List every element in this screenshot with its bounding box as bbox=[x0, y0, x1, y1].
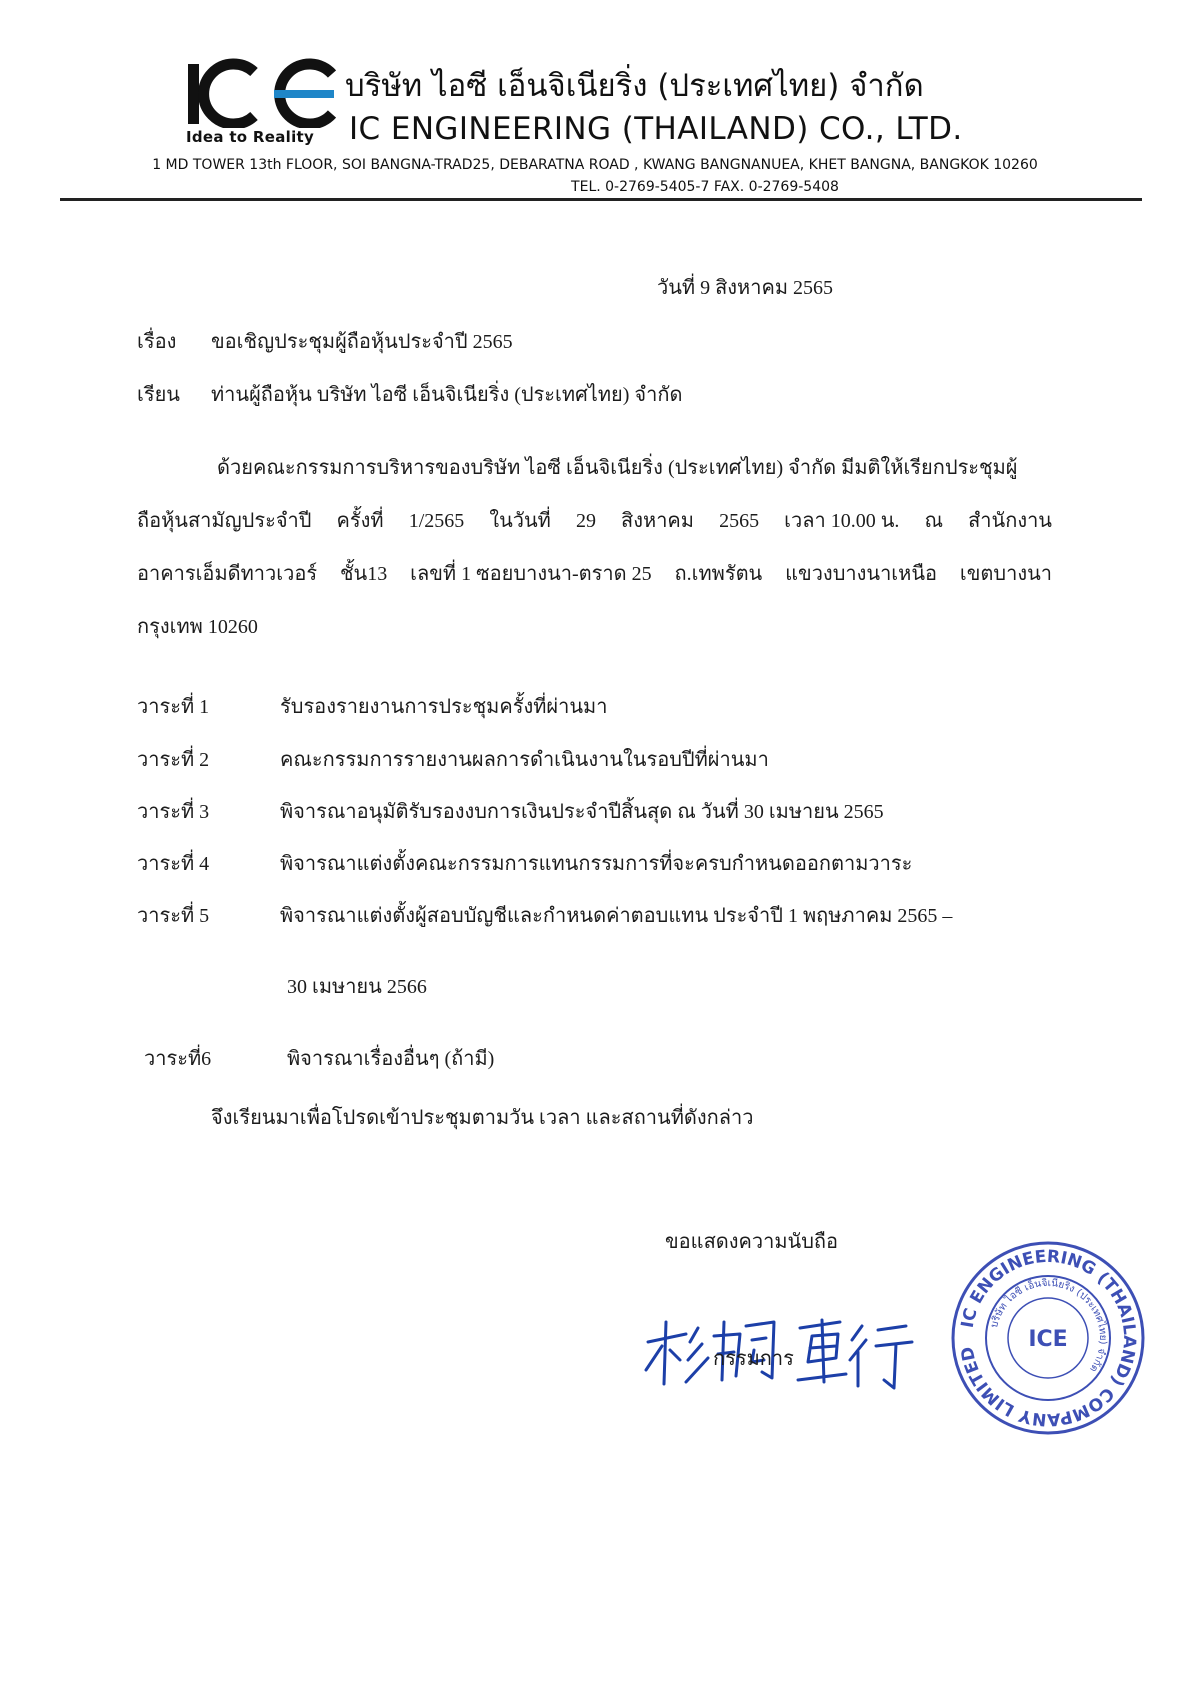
svg-text:บริษัท ไอซี เอ็นจิเนียริ่ง (ปร: บริษัท ไอซี เอ็นจิเนียริ่ง (ประเทศไทย) จำกัด bbox=[989, 1277, 1109, 1374]
subject-text: ขอเชิญประชุมผู้ถือหุ้นประจำปี 2565 bbox=[211, 331, 513, 353]
letter-date: วันที่ 9 สิงหาคม 2565 bbox=[657, 277, 834, 299]
company-name-thai: บริษัท ไอซี เอ็นจิเนียริ่ง (ประเทศไทย) จำกัด bbox=[345, 68, 924, 104]
body-line-2-part: ถือหุ้นสามัญประจำปี bbox=[137, 510, 312, 532]
recipient-label: เรียน bbox=[137, 384, 180, 406]
agenda-text: พิจารณาแต่งตั้งคณะกรรมการแทนกรรมการที่จะครบกำหนดออกตามวาระ bbox=[280, 853, 913, 875]
signer-title: กรรมการ bbox=[713, 1348, 794, 1370]
company-name-english: IC ENGINEERING (THAILAND) CO., LTD. bbox=[349, 111, 963, 147]
body-line-2-part: ในวันที่ bbox=[489, 510, 551, 532]
body-line-3-part: ถ.เทพรัตน bbox=[674, 563, 763, 585]
logo-tagline: Idea to Reality bbox=[186, 128, 315, 146]
body-line-2 bbox=[137, 511, 1052, 531]
body-line-3-part: เลขที่ 1 ซอยบางนา-ตราด 25 bbox=[410, 563, 652, 585]
body-line-2-part: 1/2565 bbox=[408, 510, 465, 532]
agenda-text: พิจารณาอนุมัติรับรองงบการเงินประจำปีสิ้นสุด ณ วันที่ 30 เมษายน 2565 bbox=[280, 801, 884, 823]
agenda-label: วาระที่ 5 bbox=[137, 905, 210, 927]
agenda-label: วาระที่ 2 bbox=[137, 749, 210, 771]
company-contact: TEL. 0-2769-5405-7 FAX. 0-2769-5408 bbox=[571, 179, 839, 195]
agenda-label: วาระที่ 4 bbox=[137, 853, 210, 875]
agenda-text: พิจารณาเรื่องอื่นๆ (ถ้ามี) bbox=[287, 1048, 495, 1070]
body-line-2-part: 2565 bbox=[719, 510, 760, 532]
agenda-label: วาระที่ 3 bbox=[137, 801, 210, 823]
agenda-text-continuation: 30 เมษายน 2566 bbox=[287, 976, 427, 998]
agenda-text: คณะกรรมการรายงานผลการดำเนินงานในรอบปีที่ผ่านมา bbox=[280, 749, 769, 771]
svg-text:IC ENGINEERING (THAILAND) COMP: IC ENGINEERING (THAILAND) COMPANY LIMITED bbox=[957, 1246, 1140, 1430]
body-line-3 bbox=[137, 564, 1052, 584]
body-line-2-part: สิงหาคม bbox=[621, 510, 694, 532]
body-line-3-part: เขตบางนา bbox=[959, 563, 1052, 585]
handwritten-signature bbox=[640, 1300, 920, 1390]
subject-label: เรื่อง bbox=[137, 331, 177, 353]
agenda-label: วาระที่6 bbox=[144, 1048, 212, 1070]
company-seal bbox=[950, 1240, 1146, 1436]
agenda-label: วาระที่ 1 bbox=[137, 696, 210, 718]
body-line-3-part: แขวงบางนาเหนือ bbox=[785, 563, 937, 585]
agenda-text: พิจารณาแต่งตั้งผู้สอบบัญชีและกำหนดค่าตอบแทน ประจำปี 1 พฤษภาคม 2565 – bbox=[280, 905, 953, 927]
body-line-3-part: ชั้น13 bbox=[339, 563, 388, 585]
body-line-2-part: ครั้งที่ bbox=[336, 510, 384, 532]
body-line-4: กรุงเทพ 10260 bbox=[137, 616, 258, 638]
regards: ขอแสดงความนับถือ bbox=[665, 1231, 839, 1253]
body-line-2-part: สำนักงาน bbox=[968, 510, 1052, 532]
closing-sentence: จึงเรียนมาเพื่อโปรดเข้าประชุมตามวัน เวลา และสถานที่ดังกล่าว bbox=[211, 1107, 754, 1129]
agenda-text: รับรองรายงานการประชุมครั้งที่ผ่านมา bbox=[280, 696, 608, 718]
body-line-2-part: 29 bbox=[575, 510, 596, 532]
recipient-text: ท่านผู้ถือหุ้น บริษัท ไอซี เอ็นจิเนียริ่ง (ประเทศไทย) จำกัด bbox=[211, 384, 683, 406]
body-line-3-part: อาคารเอ็มดีทาวเวอร์ bbox=[137, 563, 318, 585]
svg-text:ICE: ICE bbox=[1028, 1327, 1068, 1352]
body-line-2-part: ณ bbox=[924, 510, 944, 532]
letterhead-divider bbox=[60, 198, 1142, 201]
body-line-1: ด้วยคณะกรรมการบริหารของบริษัท ไอซี เอ็นจิเนียริ่ง (ประเทศไทย) จำกัด มีมติให้เรียกประชุมผู้ bbox=[217, 457, 1018, 479]
body-line-2-part: เวลา 10.00 น. bbox=[784, 510, 900, 532]
company-address: 1 MD TOWER 13th FLOOR, SOI BANGNA-TRAD25, DEBARATNA ROAD , KWANG BANGNANUEA, KHET BANGNA, BANGKOK 10260 bbox=[152, 157, 1038, 173]
